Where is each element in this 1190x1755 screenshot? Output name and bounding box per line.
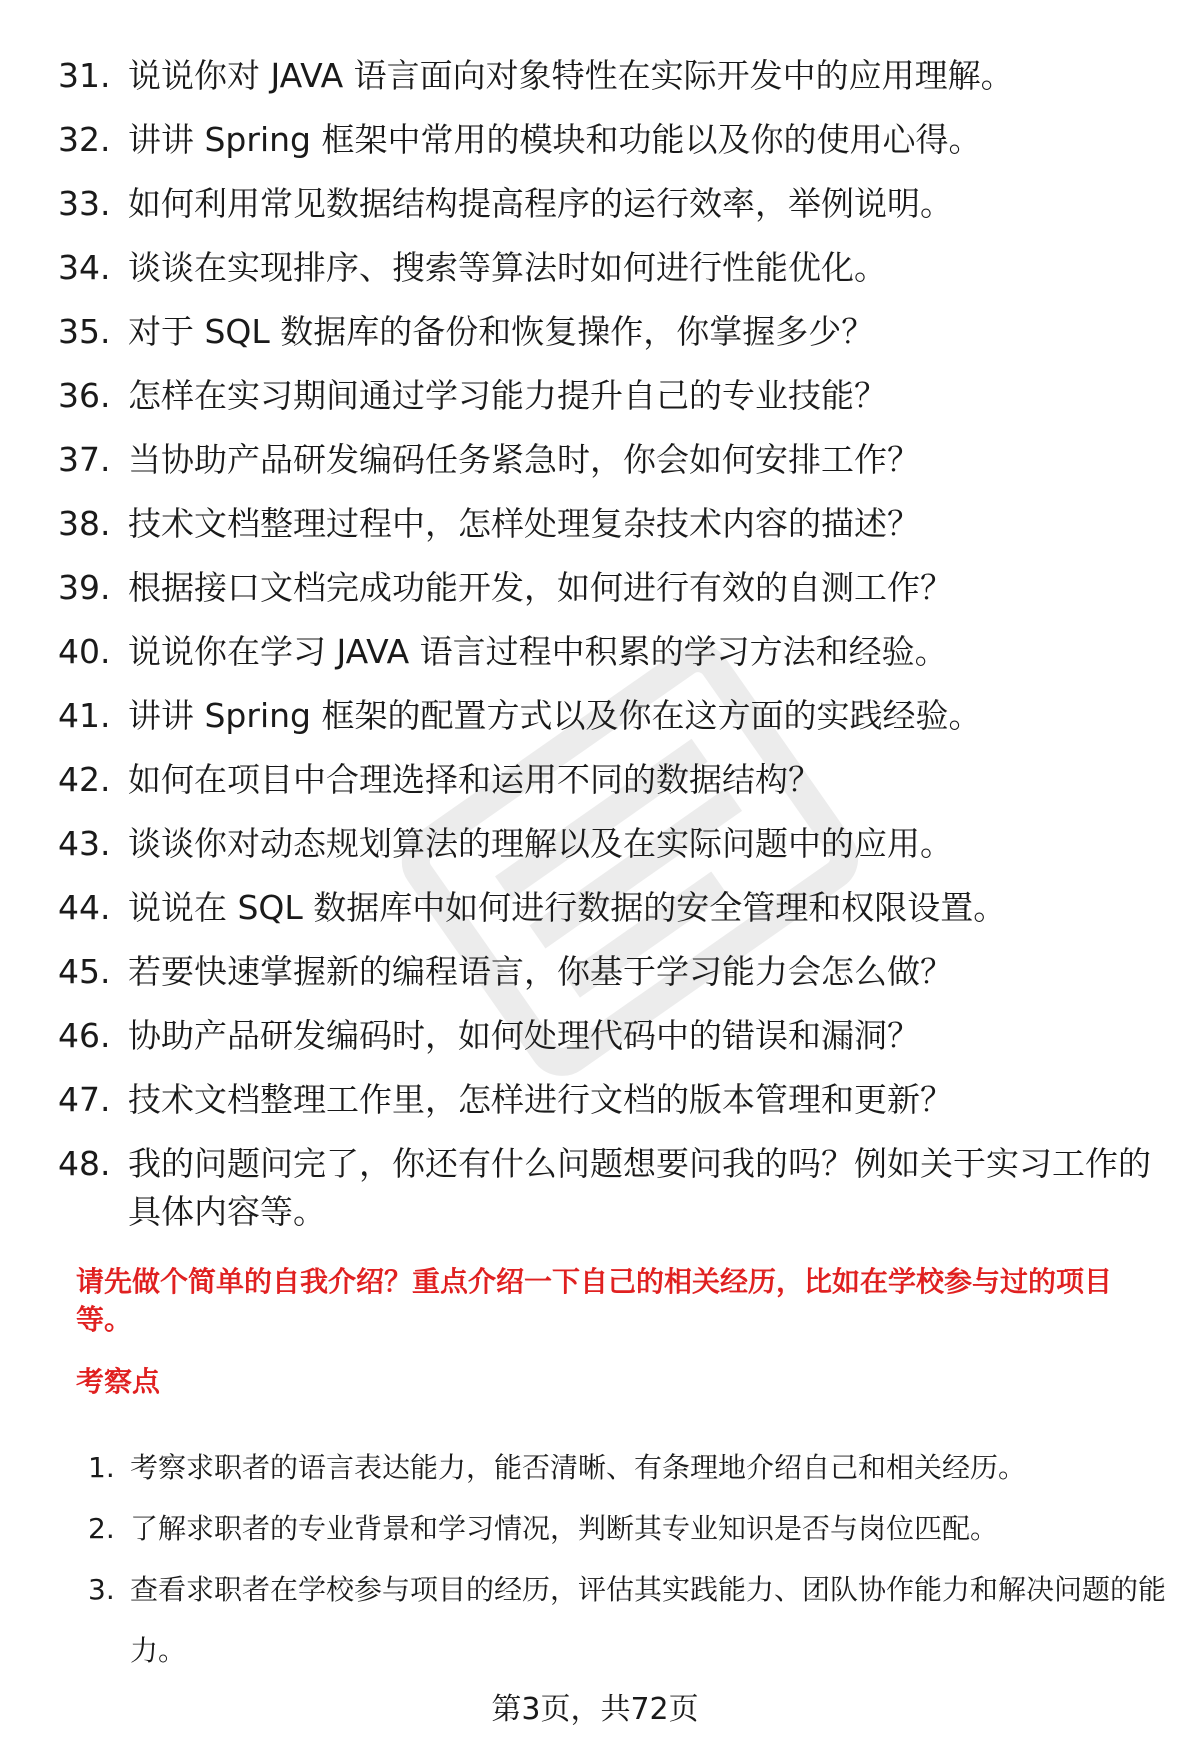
- question-item: [58, 692, 1158, 740]
- question-number: 45.: [58, 952, 111, 991]
- point-number: 1.: [88, 1451, 115, 1484]
- question-number: 46.: [58, 1016, 111, 1055]
- question-text: 讲讲 Spring 框架中常用的模块和功能以及你的使用心得。: [128, 120, 982, 159]
- question-text: 谈谈在实现排序、搜索等算法时如何进行性能优化。: [128, 248, 887, 287]
- question-text: 讲讲 Spring 框架的配置方式以及你在这方面的实践经验。: [128, 696, 982, 735]
- question-item: [58, 244, 1158, 292]
- point-text: 查看求职者在学校参与项目的经历，评估其实践能力、团队协作能力和解决问题的能力。: [130, 1573, 1167, 1667]
- point-text: 考察求职者的语言表达能力，能否清晰、有条理地介绍自己和相关经历。: [130, 1451, 1027, 1484]
- question-list: [58, 52, 1158, 1252]
- question-item: [58, 1012, 1158, 1060]
- question-item: [58, 436, 1158, 484]
- question-number: 41.: [58, 696, 111, 735]
- question-number: 47.: [58, 1080, 111, 1119]
- question-item: [58, 628, 1158, 676]
- question-number: 43.: [58, 824, 111, 863]
- question-text: 协助产品研发编码时，如何处理代码中的错误和漏洞？: [128, 1016, 920, 1055]
- assessment-point: [88, 1437, 1168, 1498]
- question-number: 44.: [58, 888, 111, 927]
- question-number: 32.: [58, 120, 111, 159]
- highlight-question: 请先做个简单的自我介绍？重点介绍一下自己的相关经历，比如在学校参与过的项目等。: [76, 1265, 1113, 1336]
- point-number: 2.: [88, 1512, 115, 1545]
- question-text: 谈谈你对动态规划算法的理解以及在实际问题中的应用。: [128, 824, 953, 863]
- question-number: 38.: [58, 504, 111, 543]
- question-item: [58, 52, 1158, 100]
- question-item: [58, 500, 1158, 548]
- question-text: 技术文档整理工作里，怎样进行文档的版本管理和更新？: [128, 1080, 953, 1119]
- page-footer: 第3页，共72页: [491, 1692, 699, 1727]
- question-number: 31.: [58, 56, 111, 95]
- question-item: [58, 756, 1158, 804]
- question-text: 当协助产品研发编码任务紧急时，你会如何安排工作？: [128, 440, 920, 479]
- question-item: [58, 1076, 1158, 1124]
- question-item: [58, 820, 1158, 868]
- question-number: 39.: [58, 568, 111, 607]
- question-number: 33.: [58, 184, 111, 223]
- question-item: [58, 180, 1158, 228]
- question-text: 怎样在实习期间通过学习能力提升自己的专业技能？: [128, 376, 887, 415]
- question-item: [58, 564, 1158, 612]
- question-item: [58, 1140, 1158, 1236]
- question-text: 根据接口文档完成功能开发，如何进行有效的自测工作？: [128, 568, 953, 607]
- question-number: 40.: [58, 632, 111, 671]
- question-number: 35.: [58, 312, 111, 351]
- assessment-point: [88, 1498, 1168, 1559]
- question-item: [58, 884, 1158, 932]
- assessment-points-list: [88, 1437, 1168, 1681]
- question-text: 说说你对 JAVA 语言面向对象特性在实际开发中的应用理解。: [128, 56, 1014, 95]
- assessment-point: [88, 1559, 1168, 1681]
- question-text: 如何利用常见数据结构提高程序的运行效率，举例说明。: [128, 184, 953, 223]
- question-item: [58, 948, 1158, 996]
- point-text: 了解求职者的专业背景和学习情况，判断其专业知识是否与岗位匹配。: [130, 1512, 999, 1545]
- question-text: 技术文档整理过程中，怎样处理复杂技术内容的描述？: [128, 504, 920, 543]
- question-number: 34.: [58, 248, 111, 287]
- question-number: 42.: [58, 760, 111, 799]
- question-text: 若要快速掌握新的编程语言，你基于学习能力会怎么做？: [128, 952, 953, 991]
- question-number: 36.: [58, 376, 111, 415]
- question-item: [58, 308, 1158, 356]
- question-text: 说说你在学习 JAVA 语言过程中积累的学习方法和经验。: [128, 632, 948, 671]
- question-item: [58, 372, 1158, 420]
- question-number: 37.: [58, 440, 111, 479]
- question-number: 48.: [58, 1144, 111, 1183]
- section-title: 考察点: [76, 1365, 161, 1398]
- question-text: 如何在项目中合理选择和运用不同的数据结构？: [128, 760, 821, 799]
- question-item: [58, 116, 1158, 164]
- point-number: 3.: [88, 1573, 115, 1606]
- question-text: 对于 SQL 数据库的备份和恢复操作，你掌握多少？: [128, 312, 875, 351]
- question-text: 说说在 SQL 数据库中如何进行数据的安全管理和权限设置。: [128, 888, 1007, 927]
- question-text: 我的问题问完了，你还有什么问题想要问我的吗？例如关于实习工作的具体内容等。: [128, 1144, 1151, 1231]
